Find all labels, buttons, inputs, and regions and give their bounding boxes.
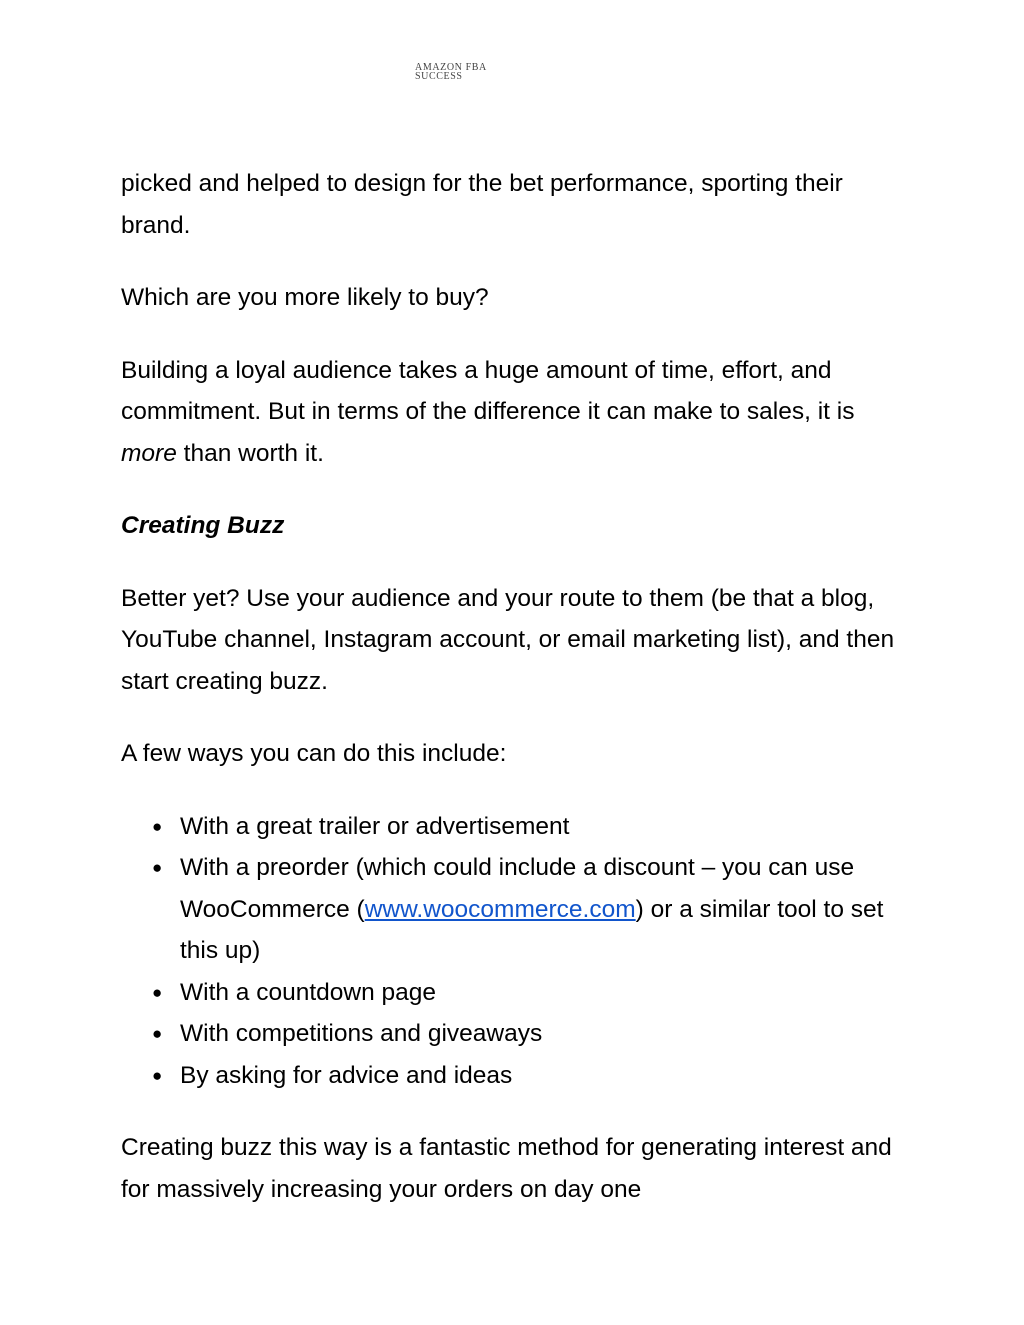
- list-item-text-a: With a preorder (which could include a discount – you can use WooCommerce (: [180, 854, 855, 923]
- document-body: [121, 163, 911, 1241]
- paragraph-4: Better yet? Use your audience and your route to them (be that a blog, YouTube channel, Instagram account, or email marketing list), and then start creating buzz.: [121, 584, 895, 695]
- paragraph-2: Which are you more likely to buy?: [121, 284, 489, 311]
- section-heading: Creating Buzz: [121, 512, 285, 539]
- bullet-icon: ●: [152, 1024, 163, 1043]
- header-line-1: AMAZON FBA: [415, 62, 487, 73]
- paragraph-3: [121, 350, 911, 475]
- paragraph-1: picked and helped to design for the bet performance, sporting their brand.: [121, 170, 843, 239]
- paragraph-5: A few ways you can do this include:: [121, 740, 507, 767]
- woocommerce-link[interactable]: www.woocommerce.com: [364, 895, 636, 923]
- list-item-text-b: ) or a similar tool to set this up): [180, 895, 884, 964]
- paragraph-3-text-a: Building a loyal audience takes a huge amount of time, effort, and commitment. But in terms of the difference it can make to sales, it is: [121, 356, 855, 425]
- bullet-icon: ●: [152, 816, 163, 836]
- list-item-text: With competitions and giveaways: [180, 1020, 543, 1047]
- header-line-2: SUCCESS: [415, 71, 463, 82]
- list-item: [152, 972, 911, 1014]
- paragraph-6: Creating buzz this way is a fantastic method for generating interest and for massively increasing your orders on day one: [121, 1134, 892, 1203]
- page-header: [415, 63, 555, 81]
- paragraph-3-emphasis: more: [121, 439, 177, 467]
- list-item-text: By asking for advice and ideas: [180, 1061, 513, 1089]
- list-item: [152, 847, 911, 972]
- list-item: [152, 806, 911, 848]
- paragraph-3-text-b: than worth it.: [176, 439, 324, 467]
- bullet-icon: ●: [152, 858, 163, 877]
- list-item: [152, 1055, 911, 1097]
- list-item-text: With a great trailer or advertisement: [180, 812, 570, 840]
- bullet-icon: ●: [152, 1065, 163, 1085]
- list-item-text: With a countdown page: [180, 978, 437, 1006]
- bullet-list: [121, 806, 911, 1097]
- list-item: [152, 1013, 911, 1055]
- bullet-icon: ●: [152, 982, 163, 1002]
